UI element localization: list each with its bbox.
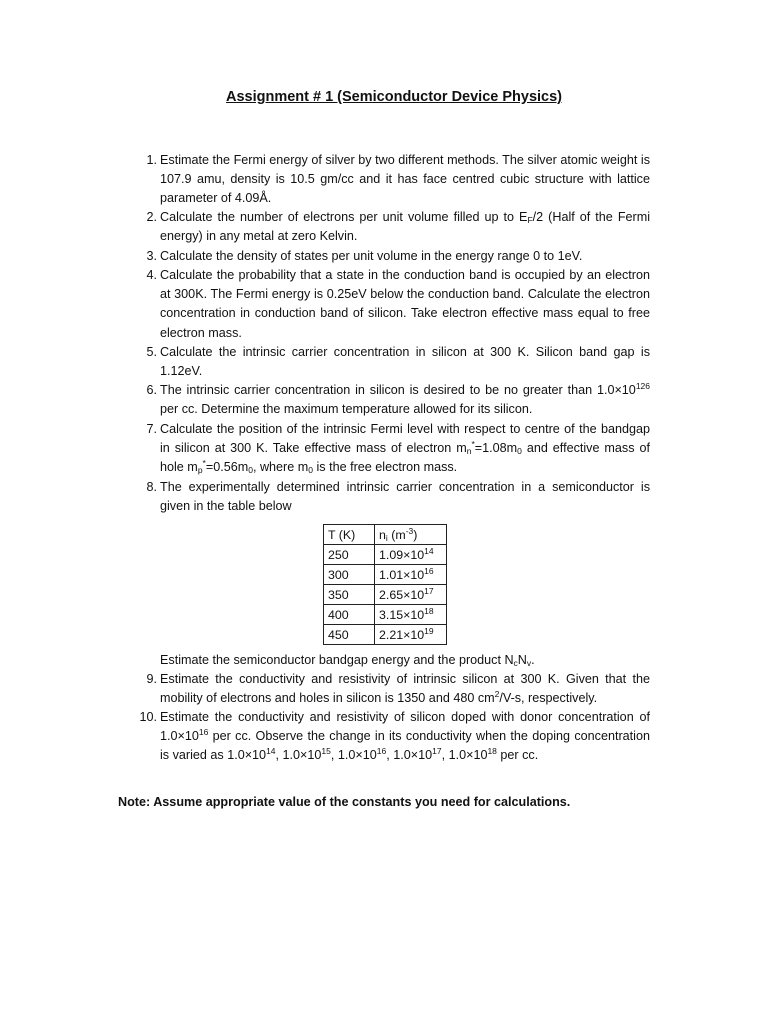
question-text: Calculate the probability that a state in the conduction band is occupied by an electron at 300K. The Fermi energy is 0.25eV below the conduction band. Calculate the electron concentration in conduction band of silicon. Take electron effective mass equal to free electron mass.	[160, 268, 650, 340]
table-row	[324, 585, 447, 605]
cell-concentration: $3.15\times 10^{18}$	[375, 605, 447, 625]
cell-concentration: $2.65\times 10^{17}$	[375, 585, 447, 605]
table-row	[324, 625, 447, 645]
table-row	[324, 565, 447, 585]
cell-temperature: 400	[324, 605, 375, 625]
table-row	[324, 545, 447, 565]
cell-temperature: 300	[324, 565, 375, 585]
question-3	[129, 247, 650, 266]
question-text: Estimate the conductivity and resistivity of intrinsic silicon at 300 K. Given that the mobility of electrons and holes in silicon is 1350 and 480 $cm^2/V-s$, respectively.	[160, 672, 650, 706]
question-10	[129, 708, 650, 766]
cell-concentration: $1.09\times 10^{14}$	[375, 545, 447, 565]
question-8	[129, 478, 650, 516]
cell-concentration: $1.01\times 10^{16}$	[375, 565, 447, 585]
question-9	[129, 670, 650, 708]
question-number: 10.	[139, 710, 157, 724]
question-5	[129, 343, 650, 381]
assignment-title: Assignment # 1 (Semiconductor Device Physics)	[225, 89, 563, 105]
question-2	[129, 208, 650, 246]
question-7	[129, 420, 650, 478]
question-4	[129, 266, 650, 343]
question-number: 8.	[146, 480, 157, 494]
question-number: 7.	[146, 422, 157, 436]
question-text: Estimate the Fermi energy of silver by two different methods. The silver atomic weight is 107.9 amu, density is 10.5 gm/cc and it has face centred cubic structure with lattice parameter of 4.09Å.	[160, 153, 650, 206]
question-number: 5.	[146, 345, 157, 359]
header-concentration: $n_i$ $(m^{-3})$	[375, 525, 447, 545]
question-number: 3.	[146, 249, 157, 263]
question-number: 1.	[146, 153, 157, 167]
cell-temperature: 350	[324, 585, 375, 605]
cell-temperature: 450	[324, 625, 375, 645]
question-text: The experimentally determined intrinsic carrier concentration in a semiconductor is given in the table below	[160, 480, 650, 514]
table-row	[324, 605, 447, 625]
carrier-concentration-table	[323, 524, 447, 645]
question-number: 9.	[146, 672, 157, 686]
question-text: Estimate the conductivity and resistivity of silicon doped with donor concentration of $1.0\times 10^{16}$ per cc. Observe the change in its conductivity when the doping concentration is varied as $1.0\times 10^{14}$, $1.0\times 10^{15}$, $1.0\times 10^{16}$, $1.0\times 10^{17}$, $1.0\times 10^{18}$ per cc.	[160, 710, 650, 763]
question-text: Calculate the intrinsic carrier concentration in silicon at 300 K. Silicon band gap is 1.12eV.	[160, 345, 650, 379]
header-temperature: T (K)	[324, 525, 375, 545]
calculation-note: Note: Assume appropriate value of the constants you need for calculations.	[118, 795, 571, 809]
cell-temperature: 250	[324, 545, 375, 565]
question-text: Calculate the position of the intrinsic Fermi level with respect to centre of the bandgap in silicon at 300 K. Take effective mass of electron $m_n^*=1.08m_0$ and effective mass of hole $m_p^*=0.56m_0$, where $m_0$ is the free electron mass.	[160, 422, 650, 476]
question-text: Calculate the number of electrons per unit volume filled up to $E_F/2$ (Half of the Fermi energy) in any metal at zero Kelvin.	[160, 210, 650, 244]
cell-concentration: $2.21\times 10^{19}$	[375, 625, 447, 645]
question-text: The intrinsic carrier concentration in silicon is desired to be no greater than $1.0\times 10^{126}$ per cc. Determine the maximum temperature allowed for its silicon.	[160, 381, 650, 417]
question-8-continuation: Estimate the semiconductor bandgap energy and the product $N_cN_v$.	[160, 653, 535, 668]
question-text: Calculate the density of states per unit volume in the energy range 0 to 1eV.	[160, 249, 583, 263]
table-header-row	[324, 525, 447, 545]
question-number: 6.	[146, 383, 157, 397]
question-1	[129, 151, 650, 209]
question-6	[129, 381, 650, 419]
question-number: 4.	[146, 268, 157, 282]
question-number: 2.	[146, 210, 157, 224]
